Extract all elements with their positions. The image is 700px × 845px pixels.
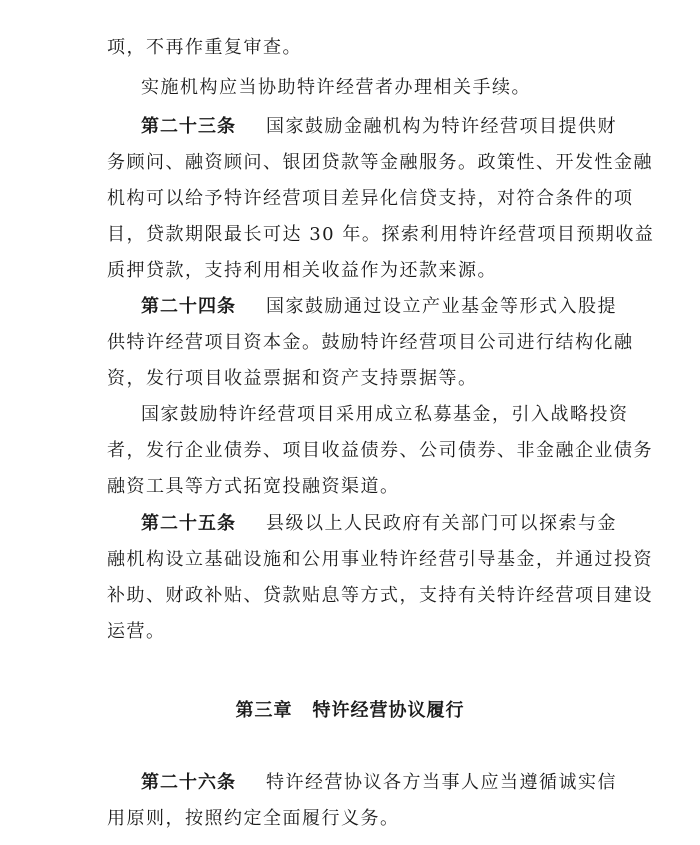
article-heading-23: 第二十三条 [141,116,236,137]
article-heading-24: 第二十四条 [141,296,236,317]
article-heading-26: 第二十六条 [141,772,236,793]
text-line: 特许经营协议各方当事人应当遵循诚实信 [266,772,617,793]
text-line: 者，发行企业债券、项目收益债券、公司债券、非金融企业债务 [107,440,653,461]
text-line: 用原则，按照约定全面履行义务。 [107,808,400,829]
text-line: 国家鼓励金融机构为特许经营项目提供财 [266,116,617,137]
text-line: 目，贷款期限最长可达 30 年。探索利用特许经营项目预期收益 [107,224,655,245]
article-26-line [141,773,617,793]
text-line: 融机构设立基础设施和公用事业特许经营引导基金，并通过投资 [107,549,653,570]
text-line: 实施机构应当协助特许经营者办理相关手续。 [141,77,531,98]
text-line: 机构可以给予特许经营项目差异化信贷支持，对符合条件的项 [107,188,634,209]
article-heading-25: 第二十五条 [141,513,236,534]
chapter-heading [0,701,700,721]
text-line: 供特许经营项目资本金。鼓励特许经营项目公司进行结构化融 [107,332,634,353]
chapter-title: 特许经营协议履行 [312,700,465,721]
chapter-number: 第三章 [235,700,293,721]
article-25-line [141,514,617,534]
text-line: 国家鼓励通过设立产业基金等形式入股提 [266,296,617,317]
text-line: 县级以上人民政府有关部门可以探索与金 [266,513,617,534]
text-line: 项，不再作重复审查。 [107,37,302,58]
text-line: 质押贷款，支持利用相关收益作为还款来源。 [107,260,497,281]
text-line: 资，发行项目收益票据和资产支持票据等。 [107,368,478,389]
text-line: 运营。 [107,621,166,642]
text-line: 补助、财政补贴、贷款贴息等方式，支持有关特许经营项目建设 [107,585,653,606]
text-line: 国家鼓励特许经营项目采用成立私募基金，引入战略投资 [141,404,629,425]
article-24-line [141,297,617,317]
text-line: 融资工具等方式拓宽投融资渠道。 [107,476,400,497]
text-line: 务顾问、融资顾问、银团贷款等金融服务。政策性、开发性金融 [107,152,653,173]
article-23-line [141,117,617,137]
